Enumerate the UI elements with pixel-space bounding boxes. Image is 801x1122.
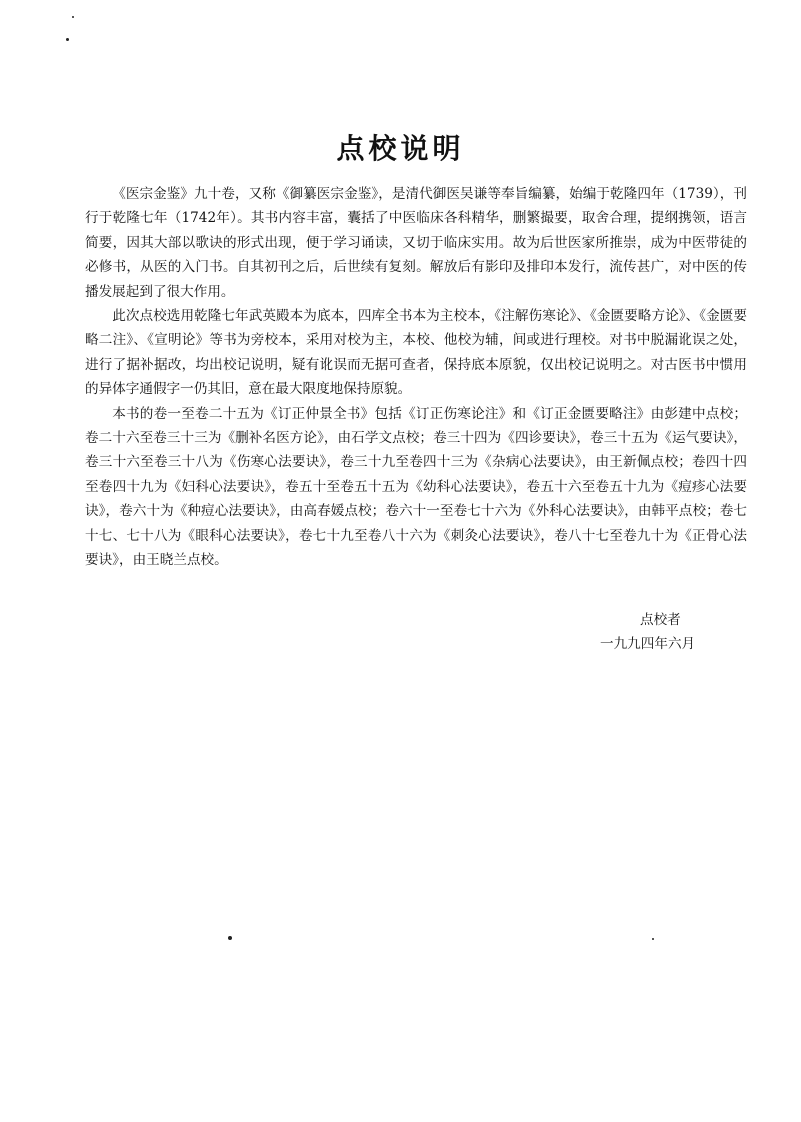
paragraph-intro: 《医宗金鉴》九十卷，又称《御纂医宗金鉴》，是清代御医吴谦等奉旨编纂，始编于乾隆四年（1739），刊行于乾隆七年（1742年）。其书内容丰富，囊括了中医临床各科精华，删繁撮要，取舍合理，提纲携领，语言简要，因其大部以歌诀的形式出现，便于学习诵读，又切于临床实用。故为后世医家所推崇，成为中医带徒的必修书，从医的入门书。自其初刊之后，后世续有复刻。解放后有影印及排印本发行，流传甚广，对中医的传播发展起到了很大作用。 xyxy=(85,186,747,300)
paragraph-editions: 此次点校选用乾隆七年武英殿本为底本，四库全书本为主校本，《注解伤寒论》、《金匮要略方论》、《金匮要略二注》、《宣明论》等书为旁校本，采用对校为主，本校、他校为辅，间或进行理校。对书中脱漏讹误之处，进行了据补据改，均出校记说明，疑有讹误而无据可查者，保持底本原貌，仅出校记说明之。对古医书中惯用的异体字通假字一仍其旧，意在最大限度地保持原貌。 xyxy=(85,308,747,398)
signature-date: 一九九四年六月 xyxy=(600,636,696,652)
scan-speck xyxy=(66,38,69,41)
signature-block xyxy=(600,608,695,656)
scan-speck xyxy=(652,938,654,940)
paragraph-editors: 本书的卷一至卷二十五为《订正仲景全书》包括《订正伤寒论注》和《订正金匮要略注》由彭建中点校；卷二十六至卷三十三为《删补名医方论》，由石学文点校；卷三十四为《四诊要诀》，卷三十五为《运气要诀》，卷三十六至卷三十八为《伤寒心法要诀》，卷三十九至卷四十三为《杂病心法要诀》，由王新佩点校；卷四十四至卷四十九为《妇科心法要诀》，卷五十至卷五十五为《幼科心法要诀》，卷五十六至卷五十九为《痘疹心法要诀》，卷六十为《种痘心法要诀》，由高春媛点校；卷六十一至卷七十六为《外科心法要诀》，由韩平点校；卷七十七、七十八为《眼科心法要诀》，卷七十九至卷八十六为《刺灸心法要诀》，卷八十七至卷九十为《正骨心法要诀》，由王晓兰点校。 xyxy=(85,405,747,569)
page-title: 点校说明 xyxy=(336,131,465,165)
document-body xyxy=(85,182,747,573)
scan-speck xyxy=(72,16,74,18)
signature-role: 点校者 xyxy=(640,612,681,628)
scan-speck xyxy=(228,936,232,940)
